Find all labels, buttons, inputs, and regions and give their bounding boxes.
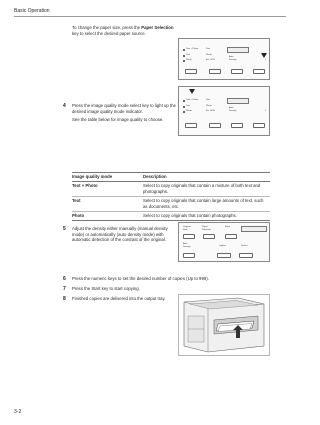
panel-label-suffix: 1 [265, 59, 267, 61]
step8-text: Finished copies are delivered into the output tray. [72, 296, 166, 301]
desc-line: Select to copy originals that contain a mixture of both text and [143, 183, 261, 188]
desc-line: photographs. [143, 188, 169, 194]
panel-label-lighter: Lighter [219, 245, 226, 247]
step4-text [72, 103, 178, 123]
paper-selection-key-name: Paper Selection [141, 25, 174, 30]
density-indicator-box [227, 47, 249, 53]
table-row-description: Select to copy originals that contain photographs. [143, 213, 237, 218]
page-number: 3-2 [14, 409, 22, 415]
panel-label-enter: Enter [225, 226, 231, 228]
density-indicator-box [227, 98, 249, 104]
panel-button[interactable] [253, 123, 265, 128]
step6-text: Press the numeric keys to set the desired number of copies (Up to 999). [72, 276, 209, 281]
table-row-mode: Text + Photo [72, 183, 98, 188]
table-row-rule [72, 211, 270, 212]
table-row-description [143, 198, 270, 209]
pointer-arrow-icon [261, 53, 267, 58]
table-row-description [143, 183, 270, 194]
panel-label-density: Density [229, 59, 237, 61]
panel-label-text: Text [186, 105, 191, 107]
table-row-mode: Text [72, 198, 81, 203]
enter-button[interactable] [225, 234, 237, 239]
panel-label-text-2: Text [206, 48, 211, 50]
step-number: 4 [63, 103, 66, 109]
indicator-led [183, 100, 185, 102]
table-bottom-rule [72, 220, 270, 221]
panel-button[interactable] [231, 123, 243, 128]
indicator-led [183, 111, 185, 113]
intro-line2: key to select the desired paper source. [72, 30, 146, 36]
panel-label-suffix: 1 [265, 110, 267, 112]
image-quality-select-button[interactable] [185, 123, 197, 128]
desc-line: as documents, etc. [143, 203, 180, 209]
indicator-led [183, 60, 185, 62]
panel-button[interactable] [231, 69, 243, 74]
page-header: Basic Operation [14, 8, 50, 14]
control-panel-illustration-paper [178, 38, 270, 80]
table-header-rule [72, 181, 270, 182]
panel-label-original-size: Original Size [183, 226, 191, 231]
step5-text [72, 226, 178, 243]
intro-text [72, 25, 182, 36]
panel-label-auto: Auto [229, 56, 234, 58]
panel-label-paper-selection: Paper Selection [202, 226, 211, 231]
table-row-mode: Photo [72, 213, 85, 218]
panel-label-darker: Darker [241, 245, 248, 247]
darker-button[interactable] [239, 253, 253, 258]
panel-label-text-2: Text [206, 99, 211, 101]
header-rule [14, 16, 286, 17]
step4-line2: desired image quality mode indicator. [72, 108, 143, 114]
panel-label-ecr-ocr: Ecr OCR [206, 110, 215, 112]
copier-output-tray-illustration [178, 294, 270, 356]
panel-label-auto-density: Auto Density [183, 243, 191, 248]
step4-line1: Press the image quality mode select key to light up the [72, 103, 176, 108]
panel-label-photo-2: Photo [206, 54, 212, 56]
step7-text: Press the Start key to start copying. [72, 286, 140, 291]
table-row-rule [72, 196, 270, 197]
step-number: 6 [63, 276, 66, 282]
panel-label-photo-2: Photo [206, 105, 212, 107]
panel-label-text-photo: Text + Photo [186, 99, 199, 101]
original-size-button[interactable] [183, 234, 195, 239]
table-header-description: Description [143, 174, 167, 179]
step5-line3: automatic detection of the contrast of the original. [72, 237, 166, 243]
indicator-led [183, 106, 185, 108]
density-scale [241, 226, 267, 232]
panel-label-photo: Photo [186, 110, 192, 112]
desc-line: Select to copy originals that contain large amounts of text, such [143, 198, 264, 203]
step5-line2: mode) or automatically (auto density mode) with [72, 231, 164, 237]
intro-line1: To change the paper size, press the [72, 25, 142, 30]
paper-selection-button[interactable] [185, 69, 197, 74]
panel-button[interactable] [253, 69, 265, 74]
step4-line3: See the table below for image quality to choose. [72, 117, 164, 123]
pointer-arrow-icon [189, 89, 195, 94]
paper-selection-button[interactable] [203, 234, 215, 239]
step-number: 5 [63, 226, 66, 232]
panel-label-ecr-ocr: Ecr OCR [206, 59, 215, 61]
control-panel-illustration-quality [178, 86, 270, 136]
panel-label-auto: Auto [229, 107, 234, 109]
panel-button[interactable] [209, 69, 221, 74]
indicator-led [183, 55, 185, 57]
table-top-rule [72, 172, 270, 173]
indicator-led [183, 49, 185, 51]
auto-density-button[interactable] [183, 253, 195, 258]
panel-label-density: Density [229, 110, 237, 112]
panel-label-text-photo: Text + Photo [186, 48, 199, 50]
panel-label-text: Text [186, 54, 191, 56]
panel-label-photo: Photo [186, 59, 192, 61]
panel-button[interactable] [209, 123, 221, 128]
lighter-button[interactable] [217, 253, 231, 258]
step-number: 8 [63, 296, 66, 302]
control-panel-illustration-density [178, 222, 270, 262]
table-header-mode: Image quality mode [72, 174, 113, 179]
step-number: 7 [63, 286, 66, 292]
step5-line1: Adjust the density either manually (manual density [72, 226, 168, 231]
